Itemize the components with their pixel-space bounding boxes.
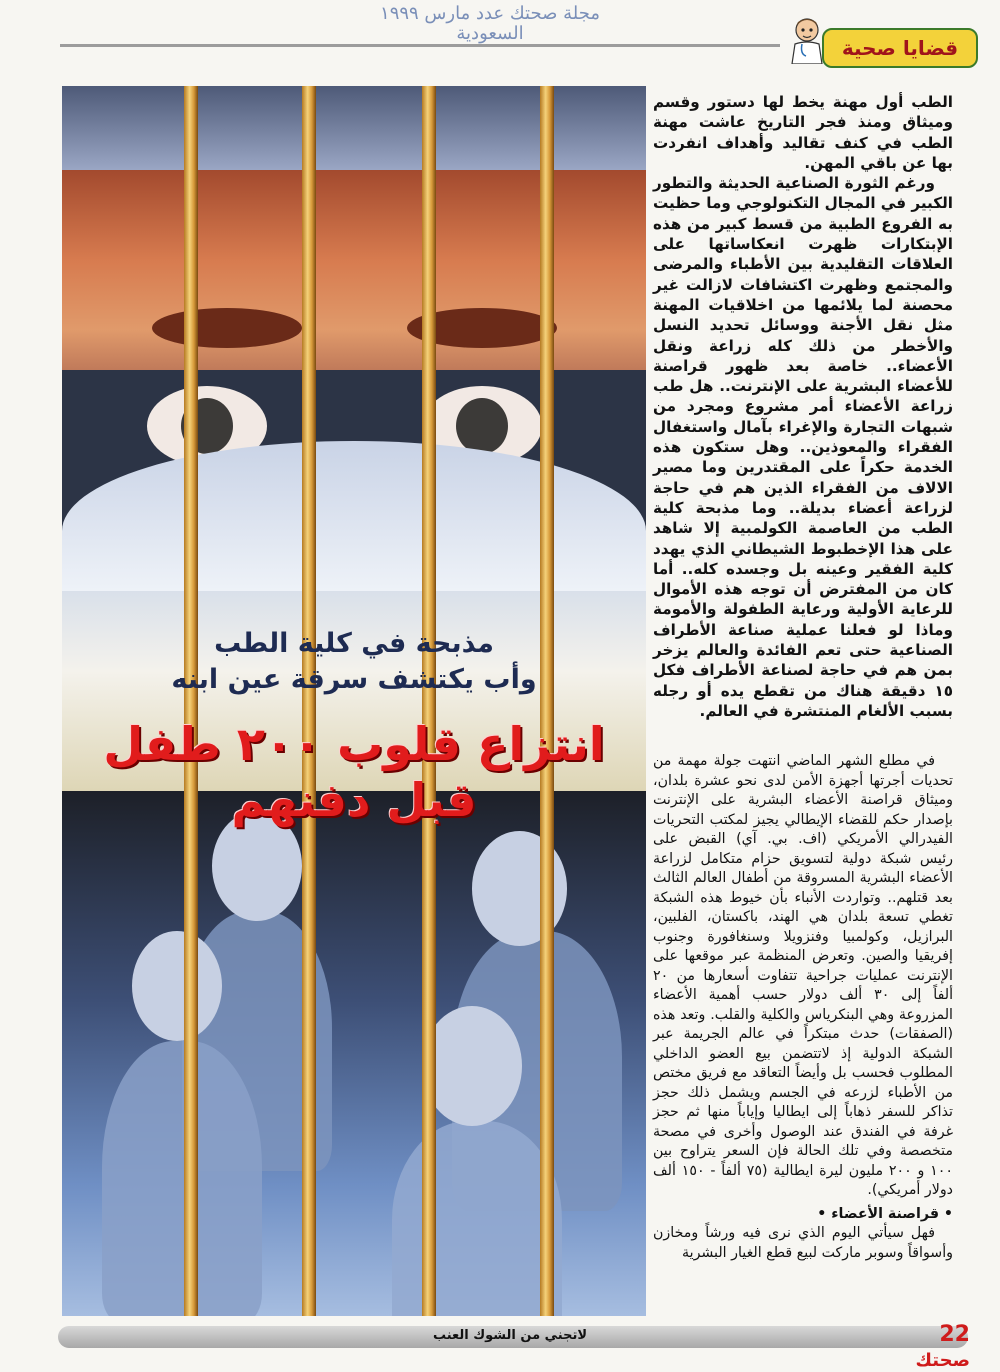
- operating-room-scene: [62, 791, 646, 1316]
- page-number-digits: 22: [939, 1322, 970, 1347]
- subtitle-line1: مذبحة في كلية الطب: [214, 628, 494, 659]
- footer-slogan: لاتجني من الشوك العنب: [432, 1328, 588, 1343]
- article-paragraph: ورغم الثورة الصناعية الحديثة والتطور الكبير في المجال التكنولوجي وما حظيت به الفروع الطبية من قسط كبير من هذه الإبتكارات ظهرت انعكاساتها على العلاقات التقليدية بين الأطباء والمرضى والمجتمع وظهرت اكتشافات لازالت غير محصنة لما يلائمها من اخلاقيات المهنة مثل نقل الأجنة ووسائل تحديد النسل والأخطر من ذلك كله زراعة ونقل الأعضاء.. خاصة بعد ظهور قراصنة للأعضاء البشرية على الإنترنت.. هل طب زراعة الأعضاء أمر مشروع ومجرد من شبهات التجارة والإغراء بآمال واستغفال الفقراء والمعوذين.. وهل ستكون هذه الخدمة حكراً على المقتدرين وما مصير الالاف من الفقراء الذين هم في حاجة لزراعة أعضاء بديلة.. وما مذبحة كلية الطب من العاصمة الكولمبية إلا شاهد على هذا الإخطبوط الشيطاني الذي يهدد كلية الفقير وعينه بل وجسده كله.. أما كان من المفترض أن توجه هذه الأموال للرعاية الأولية ورعاية الطفولة والأمومة وماذا لو فعلنا عملية صناعة الأطراف الصناعية حتى تعم الفائدة والعالم يزخر بمن هم في حاجة لصناعة الأطراف فكل ١٥ دقيقة هناك من تقطع يده أو رجله بسبب الألغام المنتشرة في العالم.: [652, 174, 953, 720]
- article-column-bottom: [653, 752, 953, 1263]
- article-paragraph: الطب أول مهنة يخط لها دستور وقسم وميثاق ومنذ فجر التاريخ عاشت مهنة الطب في كنف تقاليد وأهداف انفردت بها عن باقي المهن.: [653, 93, 953, 172]
- surgical-mask: [62, 441, 646, 591]
- handwritten-note: [230, 4, 750, 48]
- headline: انتزاع قلوب ٢٠٠ طفل قبل دفنهم: [103, 717, 605, 827]
- handwritten-note-line2: السعودية: [456, 23, 524, 44]
- page-number: [880, 1322, 970, 1372]
- header-rule: [60, 44, 780, 47]
- article-paragraph: فهل سيأتي اليوم الذي نرى فيه ورشاً ومخازن وأسواقاً وسوبر ماركت لبيع قطع الغيار البشرية: [653, 1225, 953, 1261]
- subtitle-line2: وأب يكتشف سرقة عين ابنه: [171, 664, 537, 695]
- magazine-name: صحتك: [915, 1350, 970, 1371]
- section-subheading: • قراصنة الأعضاء •: [817, 1205, 953, 1222]
- handwritten-note-line1: مجلة صحتك عدد مارس ١٩٩٩: [380, 3, 600, 24]
- section-label: قضايا صحية: [822, 28, 978, 68]
- article-column-top: [653, 92, 953, 721]
- article-paragraph: في مطلع الشهر الماضي انتهت جولة مهمة من تحديات أجرتها أجهزة الأمن لدى نحو عشرة بلدان، وميثاق قراصنة الأعضاء البشرية على الإنترنت بإصدار حكم للقضاء الإيطالي يجيز لمكتب التحريات الفيدرالي الأمريكي (اف. بي. آي) القبض على رئيس شبكة دولية لتسويق حزام متكامل لزراعة الأعضاء البشرية المسروقة من أطفال العالم الثالث بعد قتلهم.. وتواردت الأنباء بأن خيوط هذه الشبكة تغطي تسعة بلدان هي الهند، باكستان، الفلبين، البرازيل، وكولمبيا وفنزويلا وسنغافورة وجنوب إفريقيا والصين. وتعرض المنظمة عبر موقعها على الإنترنت عمليات جراحية تتفاوت أسعارها من ٢٠ ألفاً إلى ٣٠ ألف دولار حسب أهمية الأعضاء المزروعة وهي البنكرياس والكلية والقلب. وتعد هذه (الصفقات) حدث مبتكراً في عالم الجريمة عبر الشبكة الدولية إذ لاتتضمن بيع العضو الداخلي المطلوب فحسب بل وأيضاً التعاقد مع فريق مختص من الأطباء لزرعه في الجسم ويشمل ذلك حجز تذاكر للسفر ذهاباً إلى ايطاليا وإياباً منها ثم حجز غرفة في الفندق عند الوصول وأخرى في مصحة متخصصة وفي تلك الحالة فإن السعر يتراوح بين ١٠٠ و ٢٠٠ مليون ليرة ايطالية (٧٥ ألفاً - ١٥٠ ألف دولار أمريكي).: [653, 753, 954, 1198]
- feature-photo: [62, 86, 646, 1316]
- photo-titles: [62, 626, 646, 828]
